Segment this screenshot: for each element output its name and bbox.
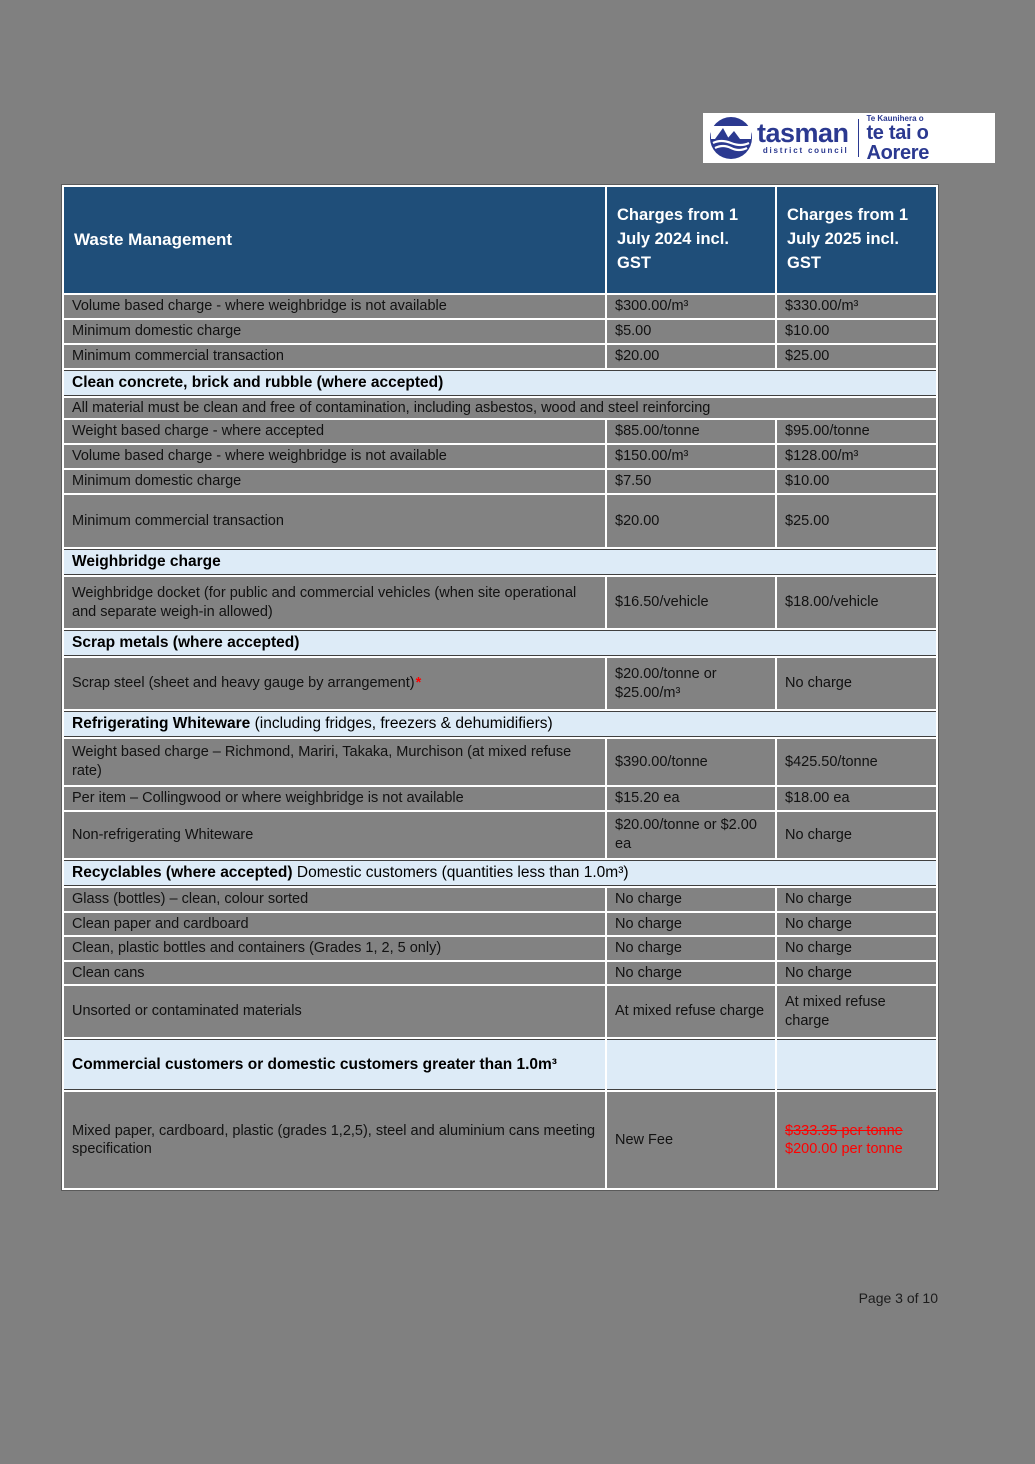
row-label [64, 658, 605, 709]
row-label: Mixed paper, cardboard, plastic (grades 1,2,5), steel and aluminium cans meeting specification [64, 1092, 605, 1188]
table-row [64, 739, 936, 785]
page-number: Page 3 of 10 [858, 1290, 938, 1306]
row-label: Glass (bottles) – clean, colour sorted [64, 888, 605, 911]
charge-2024: No charge [607, 913, 775, 936]
charge-2025: $95.00/tonne [777, 420, 936, 443]
charge-2024: $7.50 [607, 470, 775, 493]
charge-2024: $20.00/tonne or $25.00/m³ [607, 658, 775, 709]
charge-2024: $16.50/vehicle [607, 577, 775, 628]
row-label: Weighbridge docket (for public and commercial vehicles (when site operational and separate weigh-in allowed) [64, 577, 605, 628]
charge-2024: $300.00/m³ [607, 295, 775, 318]
section-row [64, 549, 936, 575]
row-label: Volume based charge - where weighbridge is not available [64, 445, 605, 468]
charge-2025: No charge [777, 658, 936, 709]
charge-2025: $425.50/tonne [777, 739, 936, 785]
row-label: Per item – Collingwood or where weighbridge is not available [64, 787, 605, 810]
charge-2024: $20.00 [607, 495, 775, 547]
section-row [64, 711, 936, 737]
charge-2024: No charge [607, 888, 775, 911]
charge-2025: $10.00 [777, 470, 936, 493]
row-label: Volume based charge - where weighbridge is not available [64, 295, 605, 318]
row-label: Weight based charge - where accepted [64, 420, 605, 443]
charge-2025: $128.00/m³ [777, 445, 936, 468]
section-bold-part: Refrigerating Whiteware [72, 715, 251, 732]
table-row [64, 345, 936, 368]
table-row [64, 658, 936, 709]
table-row [64, 787, 936, 810]
charge-2025: At mixed refuse charge [777, 986, 936, 1037]
charge-2025: $10.00 [777, 320, 936, 343]
table-row [64, 1092, 936, 1188]
section-title-recyclables [64, 860, 936, 886]
row-label: Clean, plastic bottles and containers (Grades 1, 2, 5 only) [64, 937, 605, 960]
charge-2025: No charge [777, 962, 936, 985]
logo-maori-large-text: te tai o Aorere [866, 121, 930, 164]
row-label: Unsorted or contaminated materials [64, 986, 605, 1037]
superseded-fee: $333.35 per tonne [785, 1122, 903, 1139]
row-label: Weight based charge – Richmond, Mariri, Takaka, Murchison (at mixed refuse rate) [64, 739, 605, 785]
table-row [64, 812, 936, 858]
row-label: Minimum domestic charge [64, 470, 605, 493]
section-row-commercial-customers [64, 1039, 936, 1090]
red-asterisk: * [415, 675, 422, 692]
table-row [64, 962, 936, 985]
header-charges-2025: Charges from 1 July 2025 incl. GST [777, 187, 936, 293]
table-row [64, 888, 936, 911]
row-label: Clean paper and cardboard [64, 913, 605, 936]
logo-maori-small-text: Te Kaunihera o [866, 113, 924, 123]
charge-2025: $18.00/vehicle [777, 577, 936, 628]
empty-cell [607, 1039, 775, 1090]
table-row [64, 320, 936, 343]
table-row [64, 470, 936, 493]
charge-2025: No charge [777, 812, 936, 858]
charge-2024: $5.00 [607, 320, 775, 343]
section-title-weighbridge-charge: Weighbridge charge [64, 549, 936, 575]
charge-2024: $150.00/m³ [607, 445, 775, 468]
tasman-district-council-logo [703, 113, 995, 163]
charge-2025: $18.00 ea [777, 787, 936, 810]
charge-2025: No charge [777, 913, 936, 936]
waste-management-fees-table [62, 185, 938, 1190]
charge-2024-new-fee: New Fee [607, 1092, 775, 1188]
tasman-mountains-waves-icon [709, 116, 753, 160]
table-header-row [64, 187, 936, 293]
header-charges-2024: Charges from 1 July 2024 incl. GST [607, 187, 775, 293]
charge-2024: $20.00 [607, 345, 775, 368]
row-label: Non-refrigerating Whiteware [64, 812, 605, 858]
logo-name: tasman [757, 117, 849, 148]
charge-2024: At mixed refuse charge [607, 986, 775, 1037]
charge-2024: No charge [607, 937, 775, 960]
logo-wordmark [757, 117, 849, 156]
table-row [64, 495, 936, 547]
section-row [64, 860, 936, 886]
section-bold-part: Recyclables (where accepted) [72, 864, 293, 881]
table-row [64, 445, 936, 468]
charge-2025: $25.00 [777, 495, 936, 547]
table-row [64, 913, 936, 936]
table-row [64, 986, 936, 1037]
note-row [64, 398, 936, 418]
charge-2024: $15.20 ea [607, 787, 775, 810]
revised-fee: $200.00 per tonne [785, 1141, 903, 1158]
section-title-scrap-metals: Scrap metals (where accepted) [64, 630, 936, 656]
charge-2024: $85.00/tonne [607, 420, 775, 443]
scrap-steel-label: Scrap steel (sheet and heavy gauge by arrangement) [72, 675, 415, 692]
section-row [64, 630, 936, 656]
logo-maori-name [866, 114, 989, 163]
row-label: Minimum commercial transaction [64, 345, 605, 368]
charge-2025-revised [777, 1092, 936, 1188]
empty-cell [777, 1039, 936, 1090]
section-title-commercial-customers: Commercial customers or domestic customers greater than 1.0m³ [64, 1039, 605, 1090]
charge-2024: $390.00/tonne [607, 739, 775, 785]
section-title-refrigerating-whiteware [64, 711, 936, 737]
table-row [64, 295, 936, 318]
section-row [64, 370, 936, 396]
section-title-clean-concrete: Clean concrete, brick and rubble (where accepted) [64, 370, 936, 396]
table-row [64, 937, 936, 960]
logo-subtitle: district council [762, 146, 849, 156]
header-waste-management: Waste Management [64, 187, 605, 293]
clean-material-note: All material must be clean and free of contamination, including asbestos, wood and steel reinforcing [64, 398, 936, 418]
charge-2025: $25.00 [777, 345, 936, 368]
charge-2024: $20.00/tonne or $2.00 ea [607, 812, 775, 858]
section-normal-part: Domestic customers (quantities less than 1.0m³) [292, 864, 629, 881]
charge-2025: $330.00/m³ [777, 295, 936, 318]
logo-divider [858, 119, 860, 157]
row-label: Minimum domestic charge [64, 320, 605, 343]
charge-2025: No charge [777, 937, 936, 960]
table-row [64, 577, 936, 628]
section-normal-part: (including fridges, freezers & dehumidifiers) [250, 715, 553, 732]
row-label: Clean cans [64, 962, 605, 985]
row-label: Minimum commercial transaction [64, 495, 605, 547]
charge-2025: No charge [777, 888, 936, 911]
charge-2024: No charge [607, 962, 775, 985]
table-row [64, 420, 936, 443]
